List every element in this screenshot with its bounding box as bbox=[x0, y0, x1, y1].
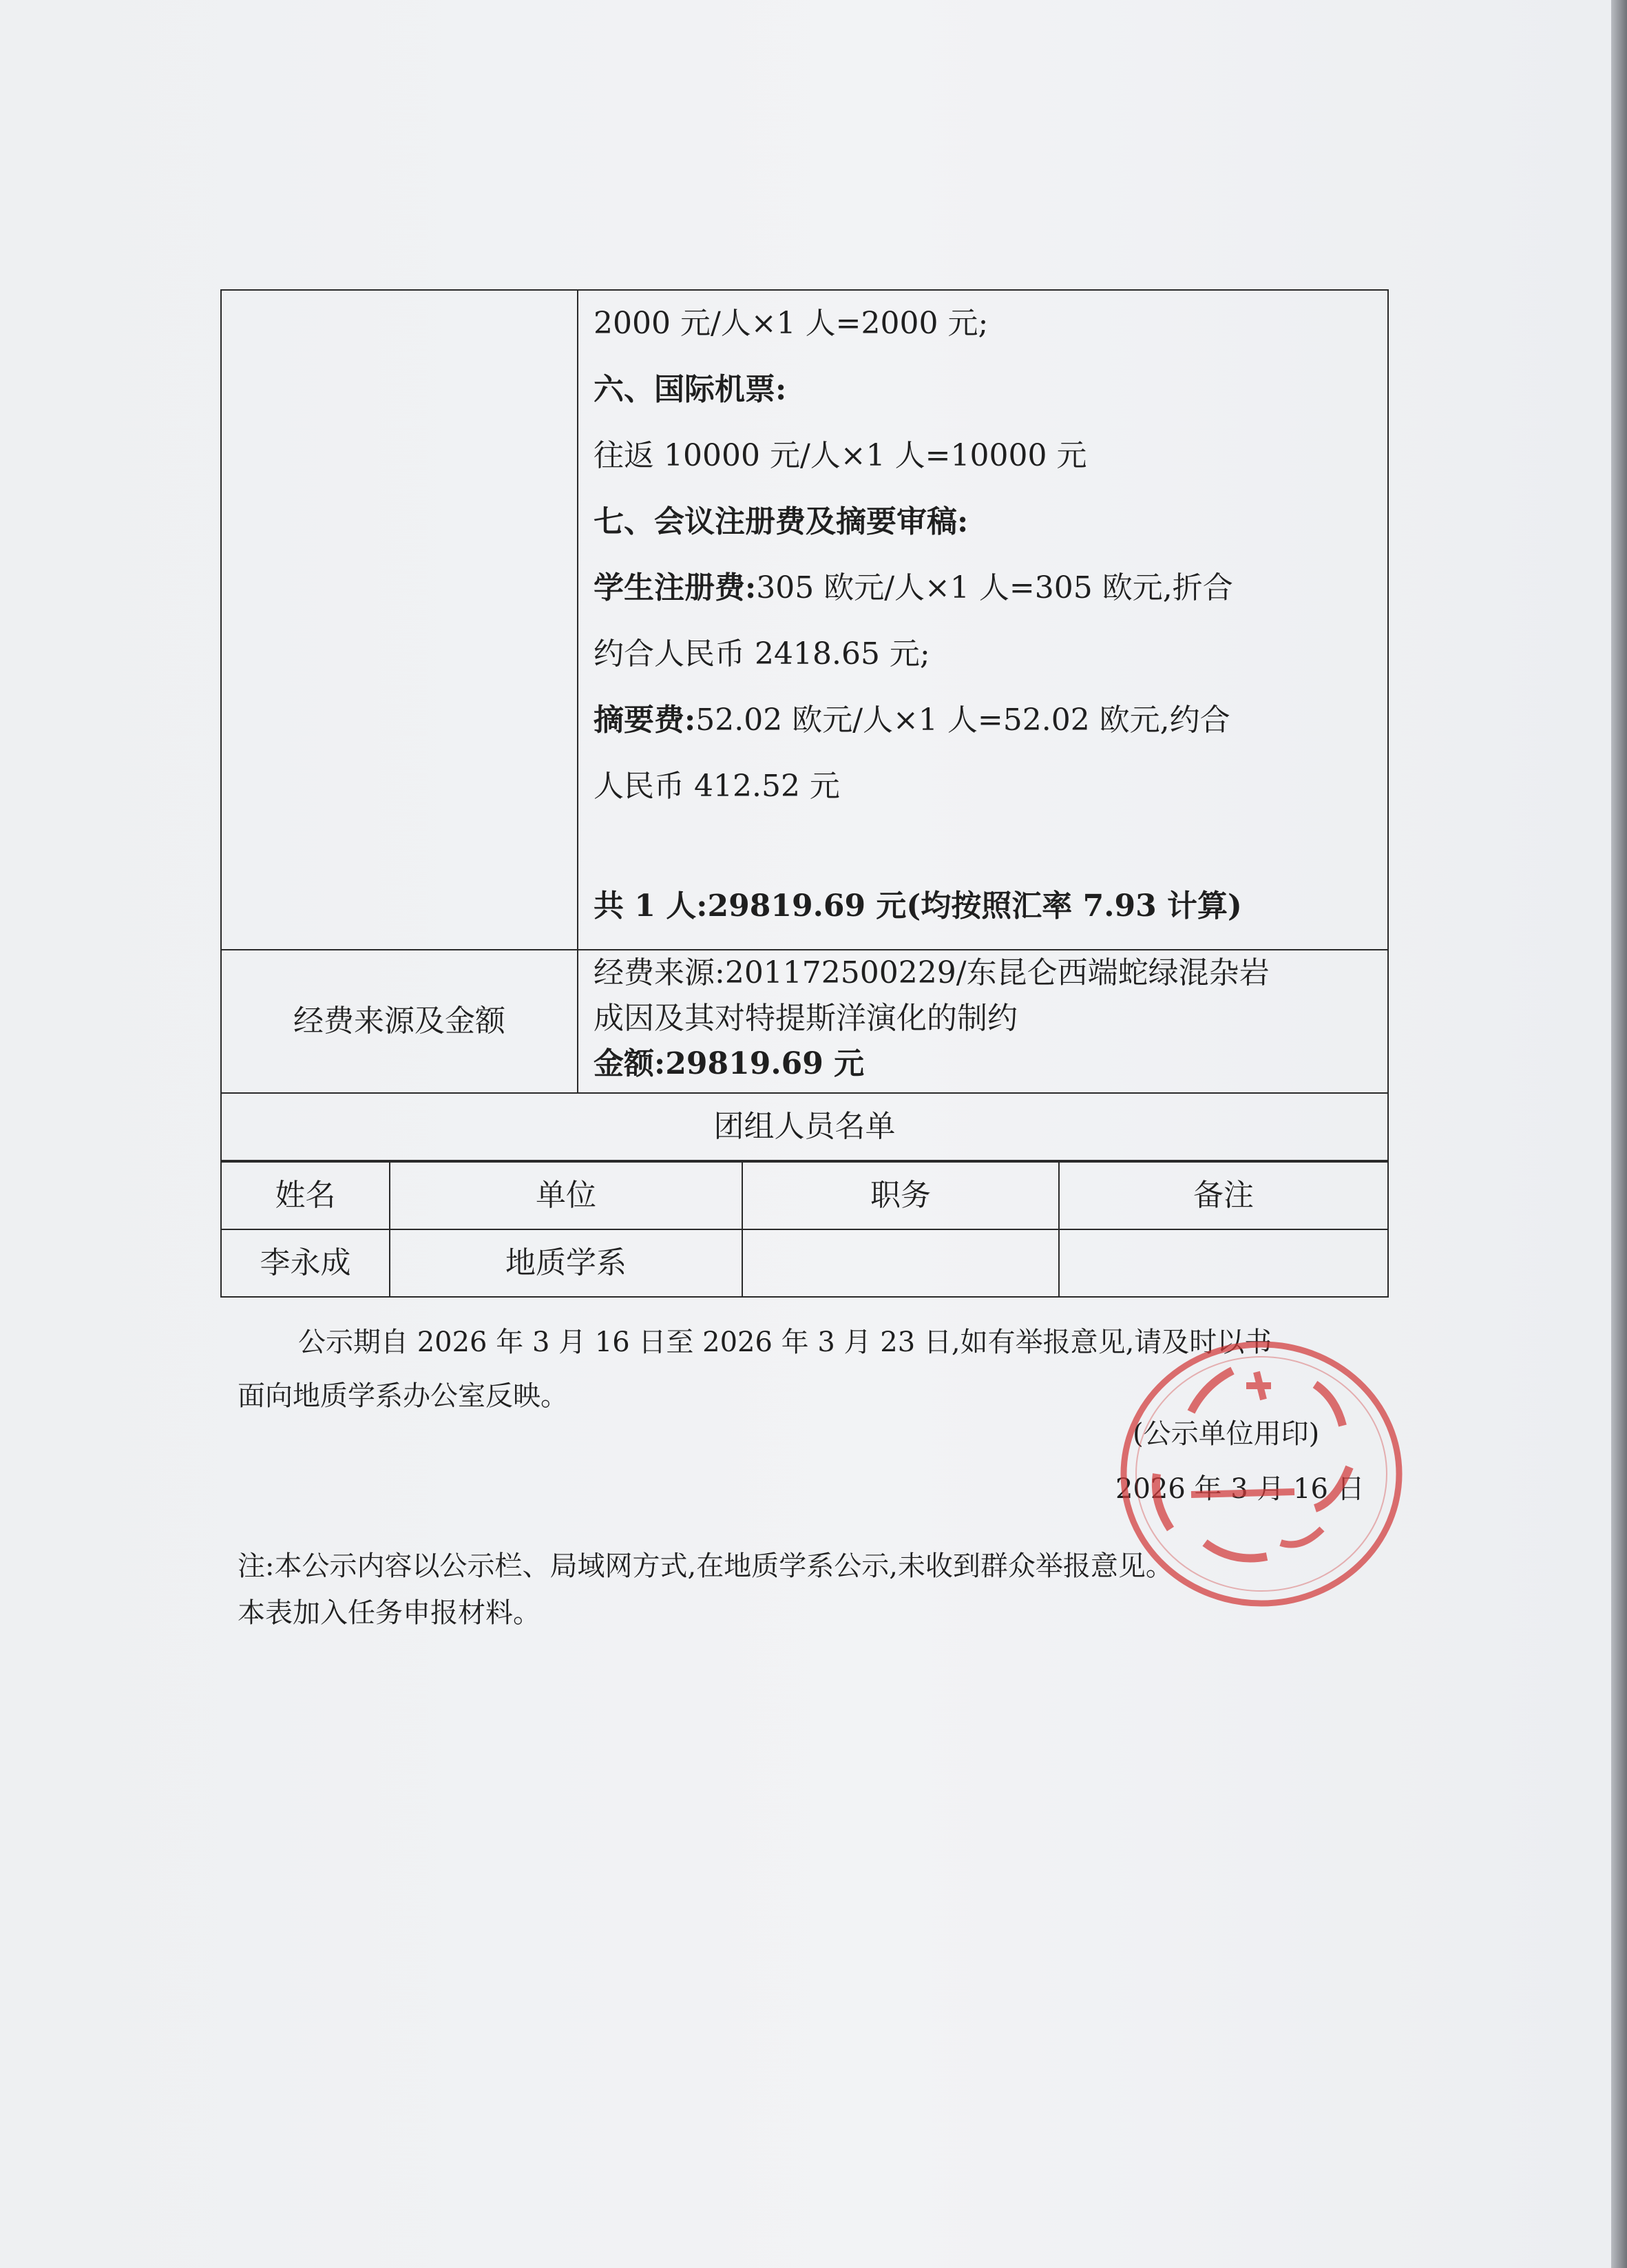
notice-line-1: 公示期自 2026 年 3 月 16 日至 2026 年 3 月 23 日,如有举报意见,请及时以书 bbox=[298, 1327, 1272, 1358]
table-row bbox=[221, 1229, 1388, 1297]
expense-detail-cell bbox=[578, 290, 1388, 950]
notice-line-2: 面向地质学系办公室反映。 bbox=[238, 1380, 568, 1412]
footnote-line-2: 本表加入任务申报材料。 bbox=[238, 1597, 540, 1629]
roster-table bbox=[220, 1161, 1389, 1298]
red-round-official-seal-icon bbox=[1109, 1336, 1418, 1612]
abstract-fee-line bbox=[578, 687, 1387, 753]
expense-total: 共 1 人:29819.69 元(均按照汇率 7.93 计算) bbox=[594, 888, 1242, 924]
sign-date: 2026 年 3 月 16 日 bbox=[1115, 1473, 1365, 1505]
footnote-line-1: 注:本公示内容以公示栏、局域网方式,在地质学系公示,未收到群众举报意见。 bbox=[238, 1550, 1173, 1582]
heading-conference-registration: 七、会议注册费及摘要审稿: bbox=[594, 504, 969, 539]
student-registration-line bbox=[578, 555, 1387, 621]
document-body bbox=[220, 289, 1387, 1322]
student-registration-rmb: 约合人民币 2418.65 元; bbox=[594, 636, 930, 672]
roster-title-row bbox=[221, 1093, 1388, 1161]
abstract-fee-text: 52.02 欧元/人×1 人=52.02 欧元,约合 bbox=[695, 703, 1230, 738]
roster-remark bbox=[1059, 1229, 1388, 1297]
funding-source-line-1: 经费来源:201172500229/东昆仑西端蛇绿混杂岩 bbox=[594, 955, 1270, 990]
funding-label: 经费来源及金额 bbox=[221, 950, 578, 1093]
abstract-fee-rmb: 人民币 412.52 元 bbox=[594, 769, 840, 804]
roster-unit: 地质学系 bbox=[390, 1229, 742, 1297]
abstract-fee-label: 摘要费: bbox=[594, 703, 696, 738]
paper-edge-shadow bbox=[1611, 0, 1627, 2268]
funding-row bbox=[221, 950, 1388, 1093]
roster-header-name: 姓名 bbox=[221, 1162, 390, 1229]
roster-position bbox=[742, 1229, 1059, 1297]
roster-name: 李永成 bbox=[221, 1229, 390, 1297]
funding-amount: 金额:29819.69 元 bbox=[594, 1046, 865, 1081]
spacer bbox=[578, 820, 1387, 873]
roster-title: 团组人员名单 bbox=[221, 1093, 1388, 1161]
funding-detail-cell bbox=[578, 950, 1388, 1093]
expense-line-airfare: 往返 10000 元/人×1 人=10000 元 bbox=[594, 438, 1087, 473]
expense-table bbox=[220, 289, 1389, 1161]
heading-international-airfare: 六、国际机票: bbox=[594, 372, 787, 407]
student-registration-text: 305 欧元/人×1 人=305 欧元,折合 bbox=[756, 570, 1233, 605]
roster-header-unit: 单位 bbox=[390, 1162, 742, 1229]
student-registration-label: 学生注册费: bbox=[594, 570, 757, 605]
expense-left-blank-cell bbox=[221, 290, 578, 950]
roster-header-remark: 备注 bbox=[1059, 1162, 1388, 1229]
roster-header-row bbox=[221, 1162, 1388, 1229]
sign-unit: (公示单位用印) bbox=[1133, 1418, 1320, 1450]
funding-source-line-2: 成因及其对特提斯洋演化的制约 bbox=[594, 1001, 1018, 1036]
expense-line-1: 2000 元/人×1 人=2000 元; bbox=[594, 306, 989, 341]
roster-header-position: 职务 bbox=[742, 1162, 1059, 1229]
expense-detail-row bbox=[221, 290, 1388, 950]
